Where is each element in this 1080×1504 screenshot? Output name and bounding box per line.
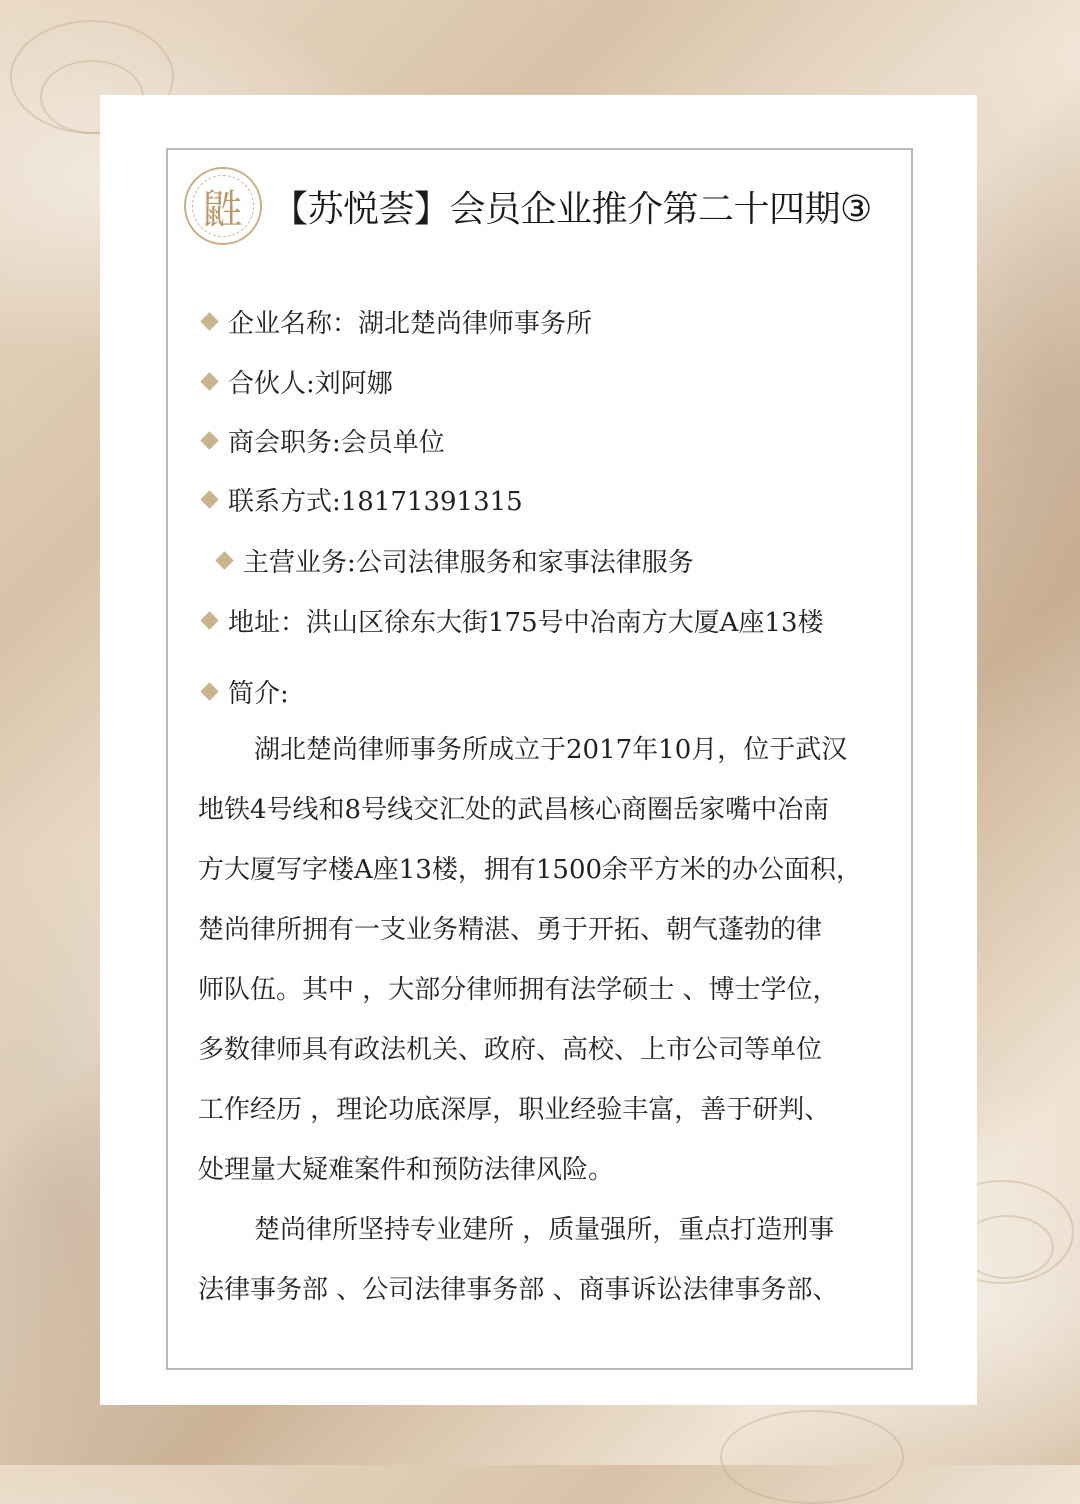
content-card <box>100 95 977 1405</box>
field-company-name <box>203 303 592 340</box>
diamond-bullet-icon <box>200 431 218 449</box>
header <box>184 161 904 251</box>
paragraph-line: 楚尚律所拥有一支业务精湛、勇于开拓、朝气蓬勃的律 <box>198 915 823 945</box>
intro-paragraph-2 <box>198 1200 888 1320</box>
field-partner <box>203 363 393 400</box>
field-contact <box>203 481 523 518</box>
paragraph-line: 师队伍。其中 ，大部分律师拥有法学硕士 、博士学位， <box>198 975 839 1005</box>
paragraph-line: 楚尚律所坚持专业建所 ，质量强所，重点打造刑事 <box>254 1215 835 1245</box>
field-text: 主营业务:公司法律服务和家事法律服务 <box>243 548 694 578</box>
diamond-bullet-icon <box>215 551 233 569</box>
paragraph-line: 处理量大疑难案件和预防法律风险。 <box>198 1155 615 1185</box>
field-chamber-role <box>203 422 445 459</box>
field-text: 企业名称：湖北楚尚律师事务所 <box>228 309 593 339</box>
field-intro-label <box>203 673 289 710</box>
intro-paragraph-1 <box>198 720 888 1200</box>
diamond-bullet-icon <box>200 490 218 508</box>
paragraph-line: 工作经历 ，理论功底深厚，职业经验丰富，善于研判、 <box>198 1095 831 1125</box>
chamber-seal-logo <box>184 167 262 245</box>
paragraph-line: 多数律师具有政法机关、政府、高校、上市公司等单位 <box>198 1035 823 1065</box>
field-text: 联系方式:18171391315 <box>228 487 523 517</box>
paragraph-line: 地铁4号线和8号线交汇处的武昌核心商圈岳家嘴中冶南 <box>198 795 830 825</box>
seal-character: 鼪 <box>203 186 243 233</box>
paragraph-line: 方大厦写字楼A座13楼，拥有1500余平方米的办公面积， <box>198 855 863 885</box>
background-swirl <box>720 1410 904 1504</box>
field-text: 地址：洪山区徐东大街175号中冶南方大厦A座13楼 <box>228 608 824 638</box>
field-text: 简介: <box>228 679 289 709</box>
field-address <box>203 602 824 639</box>
diamond-bullet-icon <box>200 682 218 700</box>
field-main-business <box>218 542 694 579</box>
paragraph-line: 湖北楚尚律师事务所成立于2017年10月，位于武汉 <box>254 735 848 765</box>
diamond-bullet-icon <box>200 372 218 390</box>
field-text: 商会职务:会员单位 <box>228 428 445 458</box>
page-title: 【苏悦荟】会员企业推介第二十四期③ <box>272 188 872 230</box>
paragraph-line: 法律事务部 、公司法律事务部 、商事诉讼法律事务部、 <box>198 1275 839 1305</box>
diamond-bullet-icon <box>200 611 218 629</box>
diamond-bullet-icon <box>200 312 218 330</box>
field-text: 合伙人:刘阿娜 <box>228 369 393 399</box>
